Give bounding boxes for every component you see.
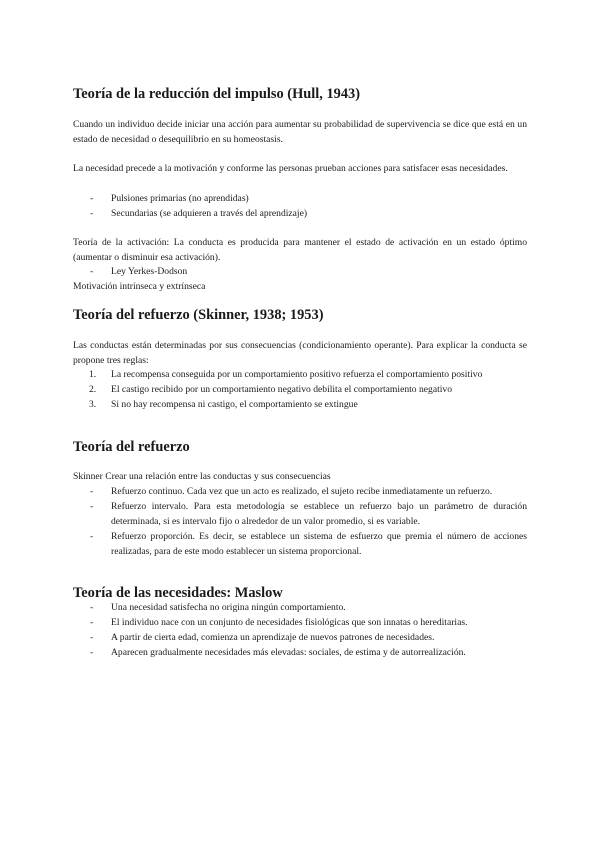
dash-bullet-icon: - [90,632,94,643]
section-heading: Teoría del refuerzo [73,439,190,455]
dash-bullet-icon: - [90,531,94,542]
list-number: 3. [89,399,97,410]
refuerzo-bullet-list [73,484,527,559]
dash-bullet-icon: - [90,208,94,219]
skinner-numbered-list [73,367,527,412]
list-item: - Pulsiones primarias (no aprendidas) [90,193,249,204]
section-heading: Teoría del refuerzo (Skinner, 1938; 1953) [73,307,324,323]
list-item: - Refuerzo proporción. Es decir, se establece un sistema de esfuerzo que premia el número de acciones realizadas, para de este modo establecer un sistema proporcional. [90,531,527,557]
dash-bullet-icon: - [90,486,94,497]
list-item: - A partir de cierta edad, comienza un aprendizaje de nuevos patrones de necesidades. [90,632,435,643]
list-item: - El individuo nace con un conjunto de necesidades fisiológicas que son innatas o hereditarias. [90,617,468,628]
paragraph: Las conductas están determinadas por sus consecuencias (condicionamiento operante). Para explicar la conducta se propone tres reglas: [73,340,527,366]
dash-bullet-icon: - [90,193,94,204]
dash-bullet-icon: - [90,266,94,277]
list-item: 3. Si no hay recompensa ni castigo, el comportamiento se extingue [89,399,358,410]
hull-paragraph-3 [73,235,527,265]
list-item: 1. La recompensa conseguida por un comportamiento positivo refuerza el comportamiento positivo [89,369,483,380]
paragraph: Skinner Crear una relación entre las conductas y sus consecuencias [73,471,331,482]
list-item: - Ley Yerkes-Dodson [90,266,188,277]
refuerzo-paragraph-1 [73,469,527,484]
dash-bullet-icon: - [90,617,94,628]
section-heading: Teoría de las necesidades: Maslow [73,585,283,601]
maslow-heading-block [73,586,527,601]
list-item: 2. El castigo recibido por un comportamiento negativo debilita el comportamiento negativo [89,384,453,395]
paragraph: Teoría de la activación: La conducta es producida para mantener el estado de activación en un estado óptimo (aumentar o disminuir esa activación). [73,237,527,263]
hull-paragraph-2 [73,161,527,176]
list-item: - Refuerzo continuo. Cada vez que un acto es realizado, el sujeto recibe inmediatamente un refuerzo. [90,486,493,497]
paragraph: Motivación intrínseca y extrínseca [73,281,206,292]
dash-bullet-icon: - [90,602,94,613]
list-number: 1. [89,369,97,380]
refuerzo-heading-block [73,440,527,455]
maslow-bullet-list [73,600,527,660]
hull-paragraph-4 [73,279,527,294]
hull-heading-block [73,87,527,102]
list-item: - Aparecen gradualmente necesidades más elevadas: sociales, de estima y de autorrealización. [90,647,466,658]
hull-bullet-list-2 [73,264,527,279]
hull-paragraph-1 [73,117,527,147]
skinner-paragraph-1 [73,338,527,368]
list-item: - Refuerzo intervalo. Para esta metodología se establece un refuerzo bajo un parámetro de duración determinada, si es intervalo fijo o alrededor de un valor promedio, si es variable. [90,501,527,527]
skinner-heading-block [73,308,527,323]
paragraph: Cuando un individuo decide iniciar una acción para aumentar su probabilidad de supervivencia se dice que está en un estado de necesidad o desequilibrio en su homeostasis. [73,119,527,145]
hull-bullet-list [73,191,527,221]
list-item: - Una necesidad satisfecha no origina ningún comportamiento. [90,602,346,613]
list-number: 2. [89,384,97,395]
section-heading: Teoría de la reducción del impulso (Hull, 1943) [73,86,361,102]
paragraph: La necesidad precede a la motivación y conforme las personas prueban acciones para satisfacer esas necesidades. [73,163,508,174]
dash-bullet-icon: - [90,501,94,512]
dash-bullet-icon: - [90,647,94,658]
list-item: - Secundarias (se adquieren a través del aprendizaje) [90,208,308,219]
